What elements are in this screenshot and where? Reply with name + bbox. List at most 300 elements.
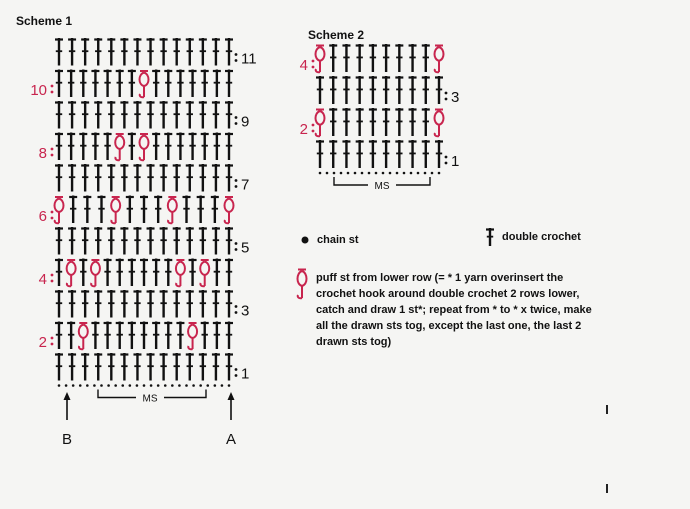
double-crochet-symbol	[395, 76, 403, 104]
colon-dot	[445, 92, 448, 95]
double-crochet-symbol	[104, 70, 112, 98]
colon-dot	[51, 91, 54, 94]
colon-dot	[235, 116, 238, 119]
chart-row	[39, 133, 233, 163]
double-crochet-symbol	[147, 353, 155, 381]
puff-stitch-symbol	[140, 134, 149, 160]
double-crochet-symbol	[81, 101, 89, 129]
colon-dot	[235, 248, 238, 251]
double-crochet-symbol	[68, 38, 76, 66]
double-crochet-symbol	[225, 227, 233, 255]
row-number: 1	[451, 153, 460, 170]
double-crochet-symbol	[55, 353, 63, 381]
double-crochet-symbol	[140, 259, 148, 287]
row-number: 2	[38, 334, 47, 351]
double-crochet-symbol	[316, 76, 324, 104]
double-crochet-symbol	[211, 196, 219, 224]
puff-stitch-symbol	[188, 323, 197, 349]
double-crochet-symbol	[104, 322, 112, 350]
double-crochet-symbol	[91, 133, 99, 161]
puff-stitch-symbol	[91, 260, 100, 286]
double-crochet-symbol	[409, 140, 417, 168]
row-number: 8	[38, 145, 47, 162]
colon-dot	[51, 217, 54, 220]
double-crochet-symbol	[197, 196, 205, 224]
double-crochet-symbol	[79, 133, 87, 161]
double-crochet-symbol	[81, 290, 89, 318]
double-crochet-symbol	[369, 76, 377, 104]
chain-stitch-dot	[121, 384, 124, 387]
double-crochet-symbol	[199, 353, 207, 381]
chart-row	[316, 140, 459, 170]
row-number: 6	[38, 208, 47, 225]
puff-stitch-symbol	[316, 110, 325, 137]
double-crochet-symbol	[189, 70, 197, 98]
double-crochet-symbol	[152, 133, 160, 161]
chain-stitch-icon	[302, 237, 309, 244]
double-crochet-symbol	[199, 227, 207, 255]
double-crochet-symbol	[133, 353, 141, 381]
legend-dc-label: double crochet	[502, 231, 581, 243]
colon-dot	[235, 368, 238, 371]
double-crochet-symbol	[98, 196, 106, 224]
arrow-b-label: B	[61, 431, 73, 448]
colon-dot	[445, 156, 448, 159]
double-crochet-symbol	[199, 290, 207, 318]
row-number: 5	[241, 239, 250, 257]
chain-stitch-dot	[143, 384, 146, 387]
double-crochet-symbol	[395, 140, 403, 168]
double-crochet-symbol	[55, 133, 63, 161]
double-crochet-symbol	[164, 70, 172, 98]
double-crochet-symbol	[116, 259, 124, 287]
double-crochet-symbol	[199, 38, 207, 66]
double-crochet-symbol	[55, 101, 63, 129]
colon-dot	[235, 185, 238, 188]
double-crochet-symbol	[133, 164, 141, 192]
double-crochet-symbol	[225, 70, 233, 98]
chain-stitch-dot	[206, 384, 209, 387]
double-crochet-symbol	[225, 133, 233, 161]
row-number: 9	[241, 113, 250, 131]
chart-row	[39, 322, 233, 352]
double-crochet-symbol	[160, 290, 168, 318]
chain-stitch-dot	[354, 172, 357, 175]
chain-stitch-dot	[178, 384, 181, 387]
double-crochet-symbol	[152, 322, 160, 350]
double-crochet-symbol	[147, 164, 155, 192]
puff-stitch-symbol	[111, 197, 120, 223]
double-crochet-symbol	[160, 353, 168, 381]
double-crochet-symbol	[120, 101, 128, 129]
double-crochet-symbol	[369, 108, 377, 136]
row-number: 3	[241, 302, 250, 320]
double-crochet-symbol	[225, 259, 233, 287]
colon-dot	[51, 148, 54, 151]
chain-stitch-dot	[72, 384, 75, 387]
puff-stitch-symbol	[67, 260, 76, 286]
chain-stitch-dot	[164, 384, 167, 387]
chain-stitch-dot	[333, 172, 336, 175]
double-crochet-symbol	[422, 108, 430, 136]
double-crochet-symbol	[435, 76, 443, 104]
double-crochet-symbol	[107, 164, 115, 192]
double-crochet-symbol	[140, 322, 148, 350]
double-crochet-symbol	[329, 140, 337, 168]
double-crochet-symbol	[342, 108, 350, 136]
puff-stitch-symbol	[316, 46, 325, 73]
colon-dot	[51, 337, 54, 340]
double-crochet-symbol	[68, 227, 76, 255]
double-crochet-symbol	[173, 101, 181, 129]
double-crochet-symbol	[55, 259, 63, 287]
double-crochet-symbol	[356, 108, 364, 136]
chain-stitch-dot	[347, 172, 350, 175]
double-crochet-symbol	[55, 70, 63, 98]
double-crochet-symbol	[186, 353, 194, 381]
double-crochet-symbol	[68, 164, 76, 192]
double-crochet-symbol	[176, 70, 184, 98]
double-crochet-symbol	[133, 227, 141, 255]
double-crochet-symbol	[201, 133, 209, 161]
double-crochet-symbol	[81, 227, 89, 255]
double-crochet-symbol	[94, 353, 102, 381]
double-crochet-symbol	[120, 164, 128, 192]
chain-stitch-dot	[326, 172, 329, 175]
double-crochet-symbol	[213, 133, 221, 161]
double-crochet-symbol	[152, 259, 160, 287]
colon-dot	[312, 124, 315, 127]
chain-stitch-dot	[340, 172, 343, 175]
double-crochet-symbol	[199, 164, 207, 192]
double-crochet-symbol	[176, 133, 184, 161]
colon-dot	[235, 311, 238, 314]
chart-row	[55, 164, 249, 194]
double-crochet-symbol	[395, 108, 403, 136]
double-crochet-symbol	[201, 70, 209, 98]
double-crochet-symbol	[213, 70, 221, 98]
chain-stitch-dot	[107, 384, 110, 387]
chain-stitch-dot	[403, 172, 406, 175]
double-crochet-symbol	[147, 38, 155, 66]
double-crochet-symbol	[189, 259, 197, 287]
ms-bracket	[334, 177, 430, 192]
up-arrow-head-icon	[228, 392, 235, 400]
double-crochet-symbol	[173, 227, 181, 255]
chain-stitch-dot	[199, 384, 202, 387]
double-crochet-symbol	[225, 38, 233, 66]
double-crochet-symbol	[83, 196, 91, 224]
chain-stitch-dot	[150, 384, 153, 387]
double-crochet-symbol	[409, 44, 417, 72]
double-crochet-symbol	[422, 76, 430, 104]
double-crochet-symbol	[212, 227, 220, 255]
row-number: 3	[451, 89, 460, 106]
colon-dot	[51, 211, 54, 214]
row-number: 4	[299, 57, 308, 74]
double-crochet-symbol	[133, 290, 141, 318]
double-crochet-symbol	[382, 140, 390, 168]
puff-stitch-symbol	[79, 323, 88, 349]
double-crochet-symbol	[173, 38, 181, 66]
chain-stitch-dot	[228, 384, 231, 387]
double-crochet-symbol	[79, 70, 87, 98]
chain-stitch-dot	[424, 172, 427, 175]
double-crochet-symbol	[409, 76, 417, 104]
colon-dot	[312, 66, 315, 69]
double-crochet-symbol	[316, 140, 324, 168]
colon-dot	[235, 305, 238, 308]
double-crochet-symbol	[94, 227, 102, 255]
double-crochet-symbol	[128, 322, 136, 350]
double-crochet-symbol	[160, 164, 168, 192]
double-crochet-symbol	[212, 101, 220, 129]
puff-stitch-symbol	[298, 270, 307, 299]
double-crochet-symbol	[382, 44, 390, 72]
double-crochet-symbol	[107, 353, 115, 381]
double-crochet-symbol	[94, 164, 102, 192]
double-crochet-symbol	[68, 101, 76, 129]
legend-chain-label: chain st	[317, 234, 359, 246]
double-crochet-symbol	[133, 101, 141, 129]
chain-row	[58, 384, 231, 387]
colon-dot	[51, 154, 54, 157]
double-crochet-symbol	[128, 259, 136, 287]
chain-stitch-dot	[319, 172, 322, 175]
double-crochet-symbol	[382, 76, 390, 104]
double-crochet-symbol	[91, 70, 99, 98]
double-crochet-symbol	[486, 228, 494, 246]
double-crochet-symbol	[55, 227, 63, 255]
scheme2-title: Scheme 2	[308, 28, 365, 42]
double-crochet-symbol	[91, 322, 99, 350]
row-number: 2	[299, 121, 308, 138]
double-crochet-symbol	[183, 196, 191, 224]
colon-dot	[235, 59, 238, 62]
ms-label: MS	[142, 393, 158, 405]
up-arrow-head-icon	[64, 392, 71, 400]
row-number: 11	[241, 50, 257, 68]
scan-mark	[606, 484, 608, 493]
double-crochet-symbol	[120, 353, 128, 381]
double-crochet-symbol	[329, 44, 337, 72]
double-crochet-symbol	[81, 38, 89, 66]
double-crochet-symbol	[120, 227, 128, 255]
puff-stitch-symbol	[435, 46, 444, 73]
double-crochet-symbol	[225, 322, 233, 350]
double-crochet-symbol	[342, 44, 350, 72]
scan-mark	[606, 405, 608, 414]
double-crochet-symbol	[382, 108, 390, 136]
double-crochet-symbol	[104, 133, 112, 161]
double-crochet-symbol	[128, 133, 136, 161]
double-crochet-symbol	[120, 38, 128, 66]
double-crochet-symbol	[186, 164, 194, 192]
colon-dot	[445, 98, 448, 101]
double-crochet-symbol	[186, 38, 194, 66]
double-crochet-symbol	[212, 353, 220, 381]
puff-stitch-symbol	[200, 260, 209, 286]
ms-label: MS	[374, 181, 390, 192]
chain-stitch-dot	[389, 172, 392, 175]
double-crochet-symbol	[212, 164, 220, 192]
chain-stitch-dot	[438, 172, 441, 175]
double-crochet-symbol	[81, 164, 89, 192]
chain-row	[319, 172, 441, 175]
double-crochet-symbol	[164, 322, 172, 350]
chain-stitch-dot	[100, 384, 103, 387]
chain-stitch-dot	[368, 172, 371, 175]
double-crochet-symbol	[164, 259, 172, 287]
double-crochet-symbol	[173, 290, 181, 318]
chain-stitch-dot	[129, 384, 132, 387]
chart-row	[55, 227, 249, 257]
chain-stitch-dot	[221, 384, 224, 387]
double-crochet-symbol	[173, 353, 181, 381]
double-crochet-symbol	[356, 76, 364, 104]
double-crochet-symbol	[55, 164, 63, 192]
colon-dot	[235, 53, 238, 56]
chain-stitch-dot	[185, 384, 188, 387]
double-crochet-symbol	[147, 101, 155, 129]
colon-dot	[51, 85, 54, 88]
chain-stitch-dot	[171, 384, 174, 387]
colon-dot	[445, 162, 448, 165]
double-crochet-symbol	[342, 76, 350, 104]
colon-dot	[235, 374, 238, 377]
double-crochet-symbol	[225, 290, 233, 318]
chain-stitch-dot	[136, 384, 139, 387]
colon-dot	[235, 179, 238, 182]
double-crochet-symbol	[79, 259, 87, 287]
chain-stitch-dot	[192, 384, 195, 387]
puff-stitch-symbol	[140, 71, 149, 97]
double-crochet-symbol	[329, 76, 337, 104]
chain-stitch-dot	[65, 384, 68, 387]
scheme1-chart	[30, 38, 256, 405]
chart-row	[30, 70, 233, 100]
double-crochet-symbol	[81, 353, 89, 381]
double-crochet-symbol	[133, 38, 141, 66]
double-crochet-symbol	[67, 133, 75, 161]
double-crochet-symbol	[67, 70, 75, 98]
double-crochet-symbol	[68, 290, 76, 318]
double-crochet-symbol	[186, 290, 194, 318]
double-crochet-symbol	[128, 70, 136, 98]
double-crochet-symbol	[160, 227, 168, 255]
chain-stitch-dot	[382, 172, 385, 175]
row-number: 1	[241, 365, 250, 383]
double-crochet-symbol	[67, 322, 75, 350]
chain-stitch-dot	[396, 172, 399, 175]
double-crochet-symbol	[116, 322, 124, 350]
double-crochet-symbol	[164, 133, 172, 161]
chain-stitch-dot	[375, 172, 378, 175]
double-crochet-symbol	[342, 140, 350, 168]
scheme1-title: Scheme 1	[16, 14, 73, 28]
chart-row	[300, 108, 444, 138]
double-crochet-symbol	[186, 101, 194, 129]
double-crochet-symbol	[225, 101, 233, 129]
double-crochet-symbol	[107, 290, 115, 318]
colon-dot	[51, 343, 54, 346]
colon-dot	[51, 274, 54, 277]
double-crochet-symbol	[409, 108, 417, 136]
double-crochet-symbol	[199, 101, 207, 129]
double-crochet-symbol	[422, 140, 430, 168]
chain-stitch-dot	[157, 384, 160, 387]
chart-row	[55, 353, 249, 383]
double-crochet-symbol	[107, 227, 115, 255]
double-crochet-symbol	[356, 140, 364, 168]
double-crochet-symbol	[94, 101, 102, 129]
colon-dot	[51, 280, 54, 283]
double-crochet-symbol	[104, 259, 112, 287]
double-crochet-symbol	[154, 196, 162, 224]
double-crochet-symbol	[189, 133, 197, 161]
row-number: 7	[241, 176, 250, 194]
puff-stitch-symbol	[435, 110, 444, 137]
double-crochet-symbol	[176, 322, 184, 350]
double-crochet-symbol	[212, 290, 220, 318]
chart-row	[316, 76, 459, 106]
legend-puff-description: puff st from lower row (= * 1 yarn overinsert the crochet hook around double crochet 2 rows lower, catch and draw 1 st*; repeat from * to * x twice, make all the drawn sts tog, except the last one, the last 2 drawn sts tog)	[316, 272, 592, 348]
double-crochet-symbol	[152, 70, 160, 98]
double-crochet-symbol	[147, 227, 155, 255]
double-crochet-symbol	[94, 38, 102, 66]
double-crochet-symbol	[94, 290, 102, 318]
double-crochet-symbol	[186, 227, 194, 255]
double-crochet-symbol	[140, 196, 148, 224]
chain-stitch-dot	[417, 172, 420, 175]
chain-stitch-dot	[410, 172, 413, 175]
double-crochet-symbol	[173, 164, 181, 192]
ms-bracket	[98, 390, 206, 405]
double-crochet-symbol	[120, 290, 128, 318]
double-crochet-symbol	[225, 353, 233, 381]
chain-stitch-dot	[79, 384, 82, 387]
double-crochet-symbol	[212, 38, 220, 66]
double-crochet-symbol	[422, 44, 430, 72]
double-crochet-symbol	[213, 322, 221, 350]
chart-row	[55, 290, 249, 320]
double-crochet-symbol	[68, 353, 76, 381]
double-crochet-symbol	[107, 101, 115, 129]
double-crochet-symbol	[160, 101, 168, 129]
chain-stitch-dot	[114, 384, 117, 387]
chain-stitch-dot	[58, 384, 61, 387]
chain-stitch-dot	[431, 172, 434, 175]
colon-dot	[312, 60, 315, 63]
row-number: 10	[30, 82, 47, 99]
chart-row	[55, 38, 257, 68]
double-crochet-symbol	[69, 196, 77, 224]
puff-stitch-symbol	[115, 134, 124, 160]
double-crochet-symbol	[160, 38, 168, 66]
double-crochet-symbol	[55, 322, 63, 350]
puff-stitch-symbol	[225, 197, 234, 223]
row-number: 4	[38, 271, 47, 288]
double-crochet-symbol	[356, 44, 364, 72]
chain-stitch-dot	[361, 172, 364, 175]
colon-dot	[235, 242, 238, 245]
puff-stitch-symbol	[176, 260, 185, 286]
chart-row	[39, 196, 234, 226]
puff-stitch-symbol	[55, 197, 64, 223]
double-crochet-symbol	[395, 44, 403, 72]
chain-stitch-dot	[93, 384, 96, 387]
scheme2-chart	[300, 44, 460, 192]
